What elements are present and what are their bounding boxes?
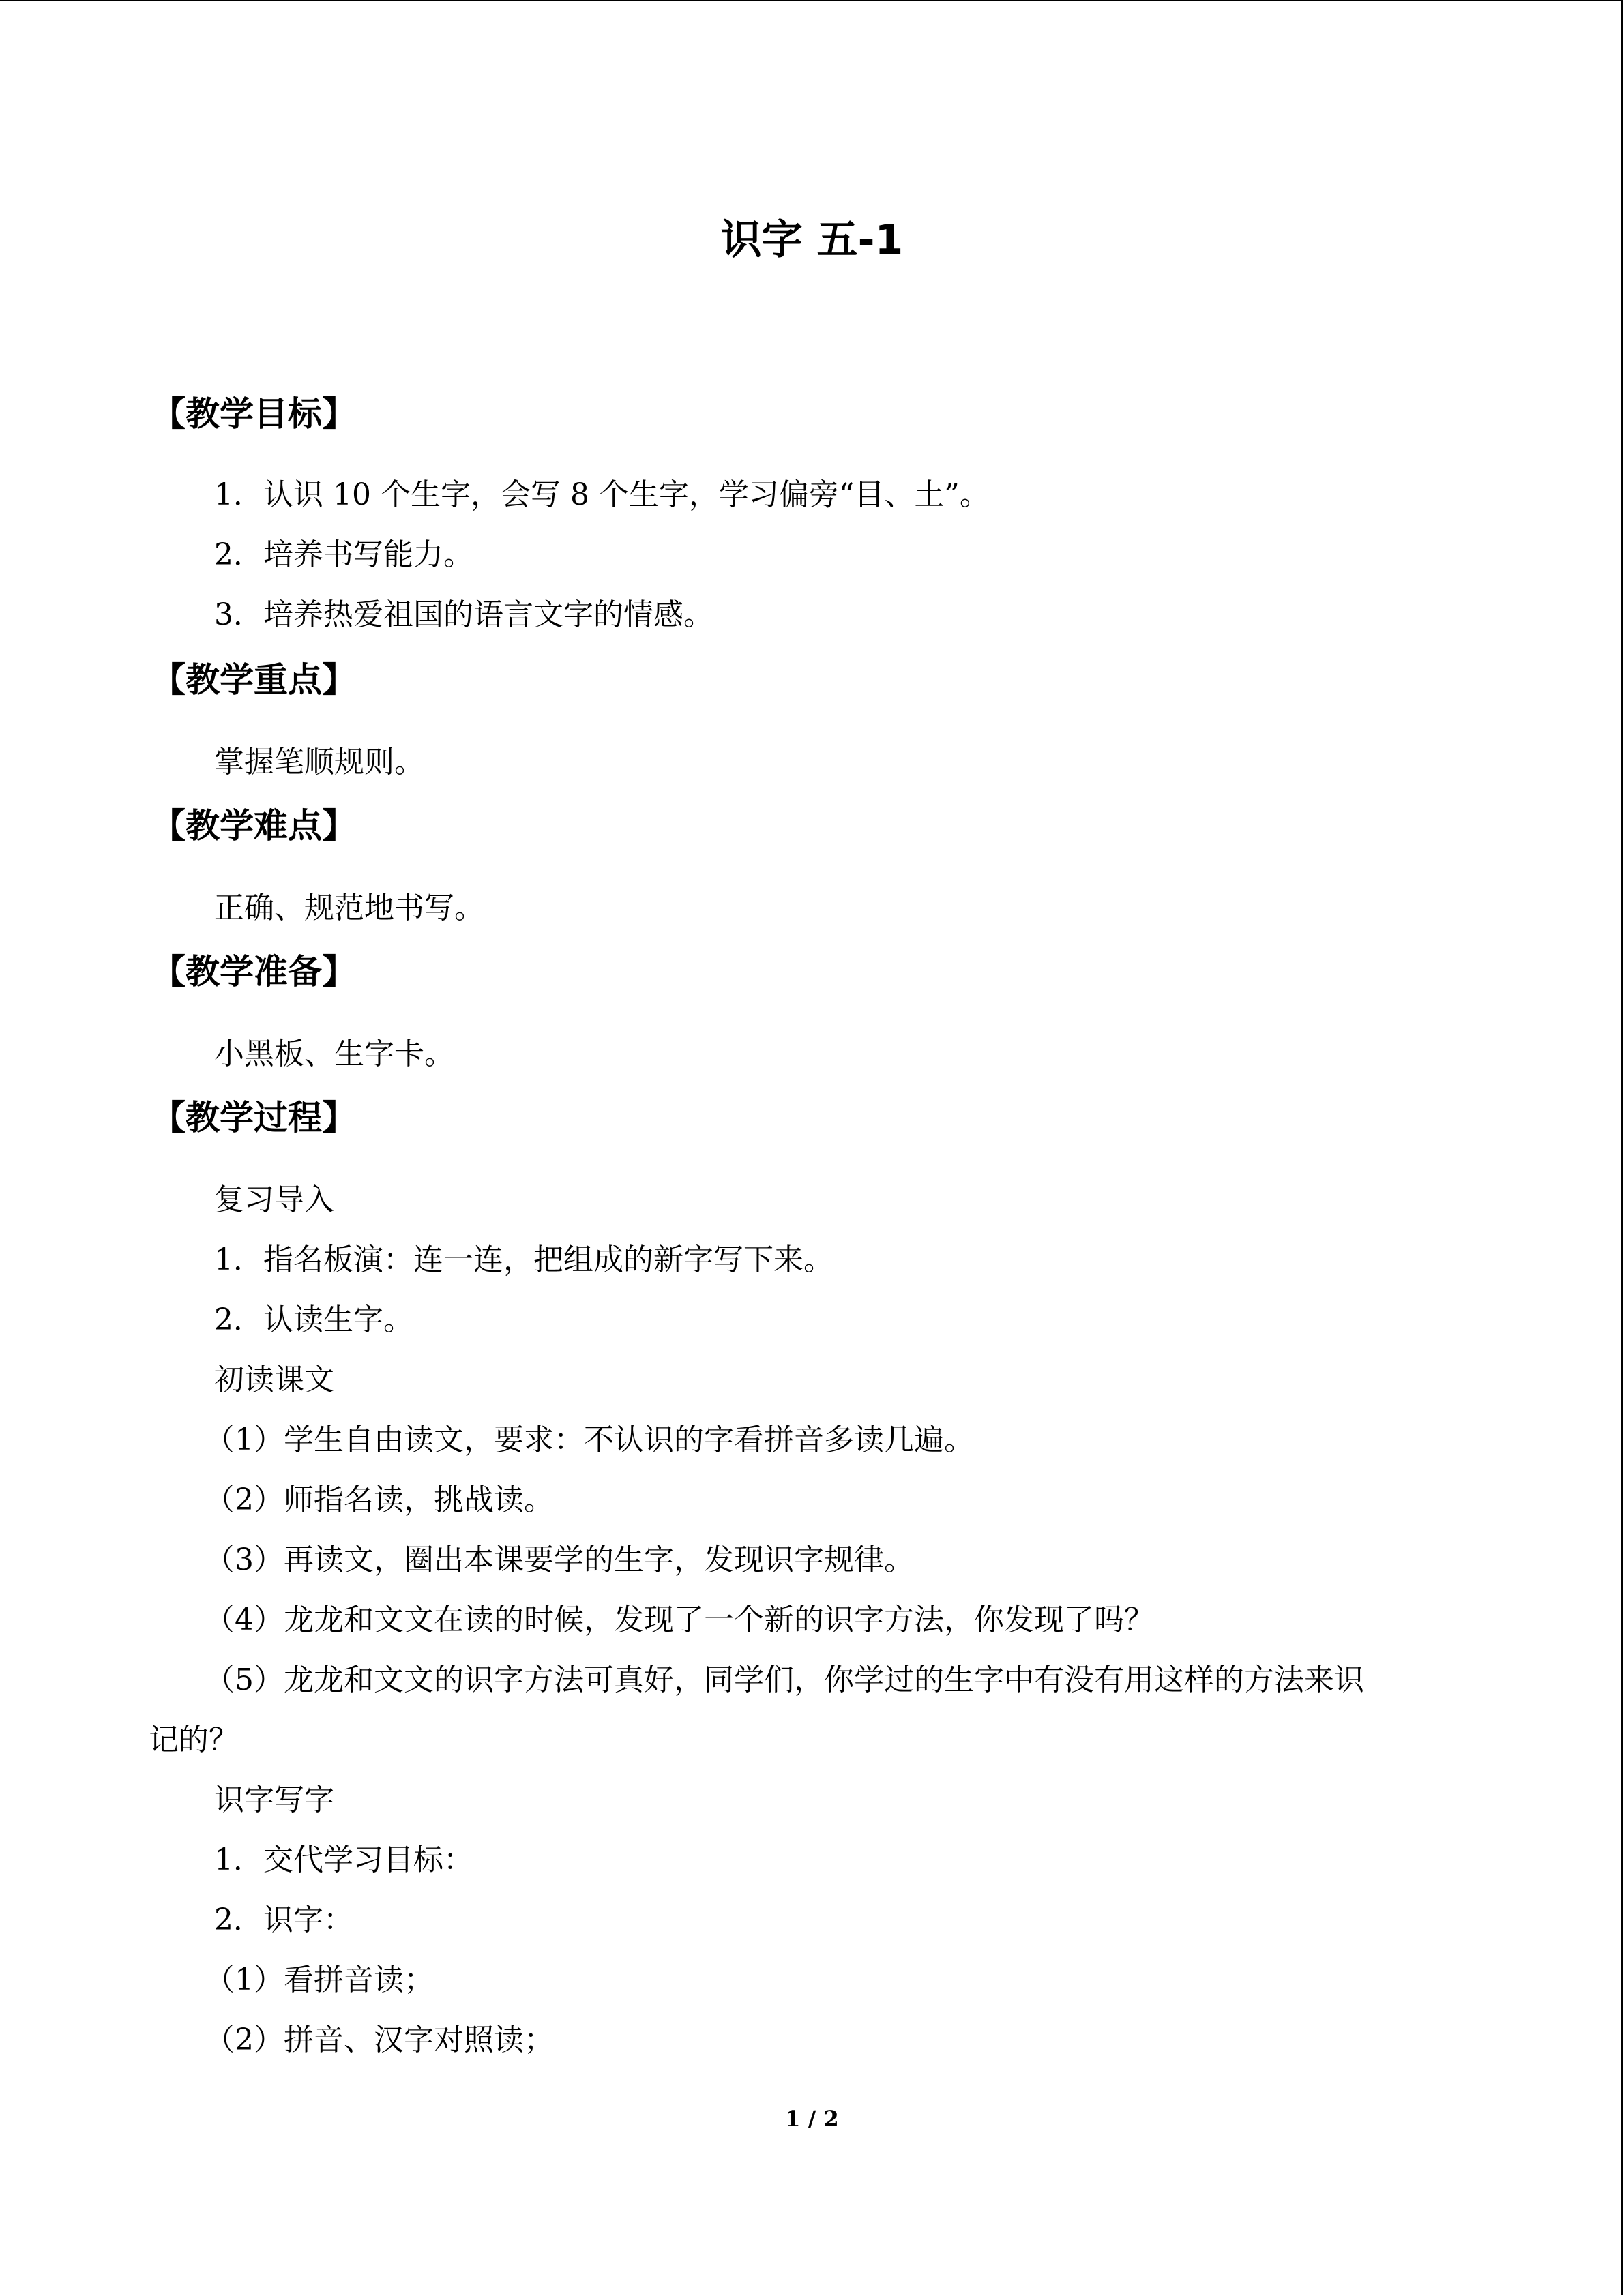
document-title: 识字 五-1	[720, 216, 904, 264]
review-item-2: 2．认读生字。	[214, 1302, 413, 1337]
first-reading-item-4: （4）龙龙和文文在读的时候，发现了一个新的识字方法，你发现了吗？	[205, 1602, 1154, 1637]
process-writing-label: 识字写字	[214, 1783, 334, 1817]
key-point-item: 掌握笔顺规则。	[214, 745, 424, 779]
first-reading-item-3: （3）再读文，圈出本课要学的生字，发现识字规律。	[205, 1542, 914, 1577]
first-reading-item-5-line-2: 记的？	[149, 1723, 239, 1757]
goal-item-3: 3．培养热爱祖国的语言文字的情感。	[214, 597, 713, 632]
writing-sub-item-2: （2）拼音、汉字对照读；	[205, 2023, 554, 2057]
writing-sub-item-1: （1）看拼音读；	[205, 1963, 434, 1997]
goal-item-2: 2．培养书写能力。	[214, 537, 473, 572]
heading-difficulties: 【教学难点】	[151, 806, 356, 846]
writing-item-2: 2．识字：	[214, 1903, 353, 1937]
first-reading-item-2: （2）师指名读，挑战读。	[205, 1482, 554, 1517]
heading-preparation: 【教学准备】	[151, 952, 356, 992]
preparation-item: 小黑板、生字卡。	[214, 1037, 454, 1071]
process-review-label: 复习导入	[214, 1182, 334, 1217]
goal-item-1: 1．认识 10 个生字，会写 8 个生字，学习偏旁“目、土”。	[214, 477, 990, 512]
first-reading-item-1: （1）学生自由读文，要求：不认识的字看拼音多读几遍。	[205, 1422, 974, 1457]
review-item-1: 1．指名板演：连一连，把组成的新字写下来。	[214, 1242, 833, 1277]
first-reading-item-5-line-1: （5）龙龙和文文的识字方法可真好，同学们，你学过的生字中有没有用这样的方法来识	[205, 1663, 1364, 1697]
writing-item-1: 1．交代学习目标：	[214, 1843, 473, 1877]
heading-process: 【教学过程】	[151, 1098, 356, 1137]
page-number: 1 / 2	[785, 2106, 839, 2132]
heading-key-points: 【教学重点】	[151, 660, 356, 700]
process-first-reading-label: 初读课文	[214, 1362, 334, 1397]
heading-teaching-goals: 【教学目标】	[151, 394, 356, 434]
difficulty-item: 正确、规范地书写。	[214, 891, 484, 925]
